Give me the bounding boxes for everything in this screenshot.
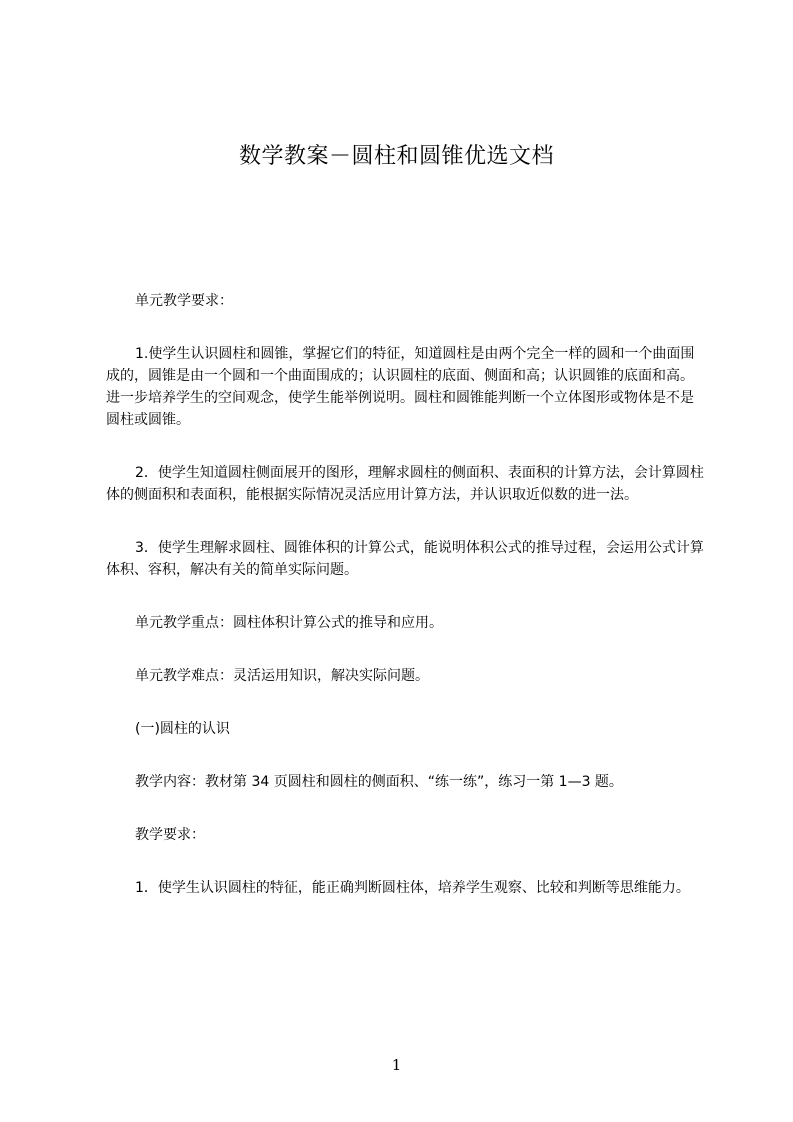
requirement-item-3: 3．使学生理解求圆柱、圆锥体积的计算公式，能说明体积公式的推导过程，会运用公式计算体积、容积，解决有关的简单实际问题。	[106, 540, 704, 578]
unit-difficult-point: 单元教学难点：灵活运用知识，解决实际问题。	[135, 668, 429, 684]
teaching-content: 教学内容：教材第 34 页圆柱和圆柱的侧面积、“练一练”，练习一第 1—3 题。	[135, 774, 623, 790]
unit-key-point: 单元教学重点：圆柱体积计算公式的推导和应用。	[135, 615, 443, 631]
requirement-item-1: 1.使学生认识圆柱和圆锥，掌握它们的特征，知道圆柱是由两个完全一样的圆和一个曲面围成的，圆锥是由一个圆和一个曲面围成的；认识圆柱的底面、侧面和高；认识圆锥的底面和高。进一步培养学生的空间观念，使学生能举例说明。圆柱和圆锥能判断一个立体图形或物体是不是圆柱或圆锥。	[106, 346, 695, 428]
teaching-requirement-item-1: 1．使学生认识圆柱的特征，能正确判断圆柱体，培养学生观察、比较和判断等思维能力。	[135, 880, 690, 896]
unit-requirements-heading: 单元教学要求：	[135, 293, 233, 309]
document-title: 数学教案－圆柱和圆锥优选文档	[238, 144, 554, 169]
page-number: 1	[391, 1056, 402, 1074]
document-body	[106, 290, 706, 899]
teaching-requirements-heading: 教学要求：	[135, 827, 205, 843]
requirement-item-2: 2．使学生知道圆柱侧面展开的图形，理解求圆柱的侧面积、表面积的计算方法，会计算圆柱体的侧面积和表面积，能根据实际情况灵活应用计算方法，并认识取近似数的进一法。	[106, 465, 704, 503]
section-heading-cylinder: (一)圆柱的认识	[135, 721, 230, 737]
